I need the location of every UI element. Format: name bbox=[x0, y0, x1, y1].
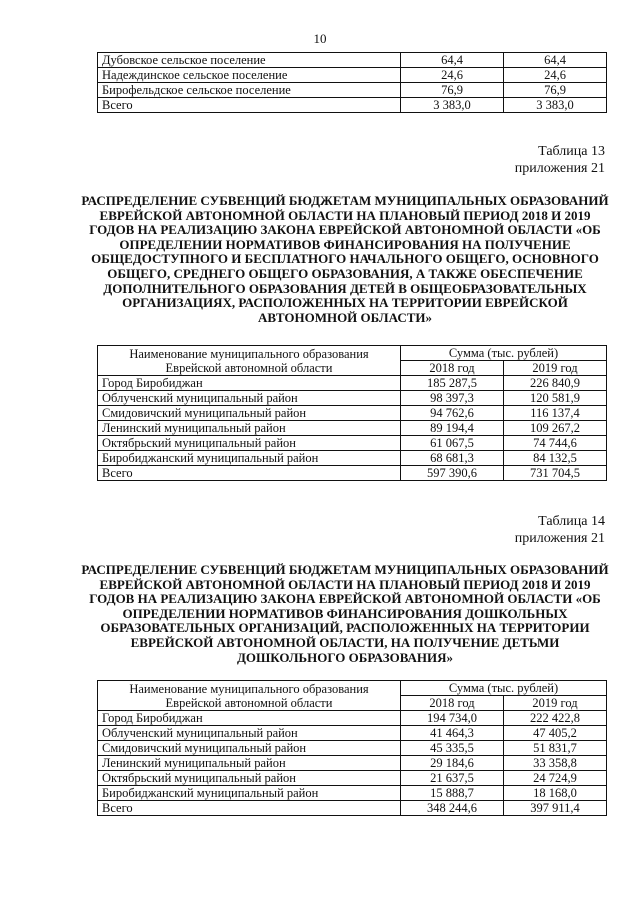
cell-2019: 74 744,6 bbox=[504, 436, 607, 451]
cell-2019: 84 132,5 bbox=[504, 451, 607, 466]
cell-name: Дубовское сельское поселение bbox=[98, 53, 401, 68]
table-row bbox=[98, 98, 607, 113]
column-header-sum: Сумма (тыс. рублей) bbox=[401, 346, 607, 361]
table-row bbox=[98, 726, 607, 741]
cell-name: Всего bbox=[98, 466, 401, 481]
cell-2019: 226 840,9 bbox=[504, 376, 607, 391]
cell-2018: 41 464,3 bbox=[401, 726, 504, 741]
cell-name: Город Биробиджан bbox=[98, 711, 401, 726]
table-14-title: РАСПРЕДЕЛЕНИЕ СУБВЕНЦИЙ БЮДЖЕТАМ МУНИЦИПАЛЬНЫХ ОБРАЗОВАНИЙ ЕВРЕЙСКОЙ АВТОНОМНОЙ ОБЛАСТИ НА ПЛАНОВЫЙ ПЕРИОД 2018 И 2019 ГОДОВ НА РЕАЛИЗАЦИЮ ЗАКОНА ЕВРЕЙСКОЙ АВТОНОМНОЙ ОБЛАСТИ «ОБ ОПРЕДЕЛЕНИИ НОРМАТИВОВ ФИНАНСИРОВАНИЯ ДОШКОЛЬНЫХ ОБРАЗОВАТЕЛЬНЫХ ОРГАНИЗАЦИЙ, РАСПОЛОЖЕННЫХ НА ТЕРРИТОРИИ ЕВРЕЙСКОЙ АВТОНОМНОЙ ОБЛАСТИ, НА ПОЛУЧЕНИЕ ДЕТЬМИ ДОШКОЛЬНОГО ОБРАЗОВАНИЯ» bbox=[81, 562, 609, 665]
cell-2018: 185 287,5 bbox=[401, 376, 504, 391]
table-row bbox=[98, 451, 607, 466]
cell-2018: 45 335,5 bbox=[401, 741, 504, 756]
table-row bbox=[98, 786, 607, 801]
cell-2018: 15 888,7 bbox=[401, 786, 504, 801]
cell-name: Облученский муниципальный район bbox=[98, 391, 401, 406]
cell-2019: 18 168,0 bbox=[504, 786, 607, 801]
cell-name: Ленинский муниципальный район bbox=[98, 421, 401, 436]
cell-2019: 731 704,5 bbox=[504, 466, 607, 481]
cell-name: Бирофельдское сельское поселение bbox=[98, 83, 401, 98]
cell-name: Октябрьский муниципальный район bbox=[98, 771, 401, 786]
table-14-number: Таблица 14 bbox=[538, 514, 605, 529]
table-row bbox=[98, 53, 607, 68]
cell-2019: 109 267,2 bbox=[504, 421, 607, 436]
column-header-name: Наименование муниципального образования Еврейской автономной области bbox=[98, 346, 401, 376]
cell-name: Город Биробиджан bbox=[98, 376, 401, 391]
cell-2019: 24,6 bbox=[504, 68, 607, 83]
cell-name: Облученский муниципальный район bbox=[98, 726, 401, 741]
cell-name: Всего bbox=[98, 98, 401, 113]
table-13-appendix: приложения 21 bbox=[514, 161, 605, 176]
continuation-table bbox=[97, 52, 607, 113]
cell-name: Всего bbox=[98, 801, 401, 816]
table-13 bbox=[97, 345, 607, 481]
cell-2018: 21 637,5 bbox=[401, 771, 504, 786]
cell-2019: 116 137,4 bbox=[504, 406, 607, 421]
table-14-label bbox=[515, 513, 605, 547]
column-header-name: Наименование муниципального образования Еврейской автономной области bbox=[98, 681, 401, 711]
cell-2018: 89 194,4 bbox=[401, 421, 504, 436]
table-row bbox=[98, 466, 607, 481]
cell-2019: 120 581,9 bbox=[504, 391, 607, 406]
table-row bbox=[98, 711, 607, 726]
cell-2018: 98 397,3 bbox=[401, 391, 504, 406]
table-row bbox=[98, 391, 607, 406]
table-14 bbox=[97, 680, 607, 816]
table-row bbox=[98, 376, 607, 391]
cell-name: Ленинский муниципальный район bbox=[98, 756, 401, 771]
cell-2018: 64,4 bbox=[401, 53, 504, 68]
cell-2019: 24 724,9 bbox=[504, 771, 607, 786]
cell-2018: 94 762,6 bbox=[401, 406, 504, 421]
cell-2019: 51 831,7 bbox=[504, 741, 607, 756]
cell-2018: 348 244,6 bbox=[401, 801, 504, 816]
cell-name: Смидовичский муниципальный район bbox=[98, 406, 401, 421]
column-header-2018: 2018 год bbox=[401, 361, 504, 376]
cell-2018: 29 184,6 bbox=[401, 756, 504, 771]
page-number: 10 bbox=[313, 31, 327, 46]
cell-name: Надеждинское сельское поселение bbox=[98, 68, 401, 83]
cell-2019: 222 422,8 bbox=[504, 711, 607, 726]
table-13-number: Таблица 13 bbox=[538, 144, 605, 159]
cell-2018: 194 734,0 bbox=[401, 711, 504, 726]
cell-2018: 61 067,5 bbox=[401, 436, 504, 451]
table-row bbox=[98, 83, 607, 98]
cell-2019: 33 358,8 bbox=[504, 756, 607, 771]
cell-name: Биробиджанский муниципальный район bbox=[98, 786, 401, 801]
cell-name: Биробиджанский муниципальный район bbox=[98, 451, 401, 466]
column-header-sum: Сумма (тыс. рублей) bbox=[401, 681, 607, 696]
table-row bbox=[98, 421, 607, 436]
column-header-2019: 2019 год bbox=[504, 696, 607, 711]
cell-2019: 397 911,4 bbox=[504, 801, 607, 816]
table-row bbox=[98, 771, 607, 786]
cell-name: Смидовичский муниципальный район bbox=[98, 741, 401, 756]
table-row bbox=[98, 756, 607, 771]
table-13-title: РАСПРЕДЕЛЕНИЕ СУБВЕНЦИЙ БЮДЖЕТАМ МУНИЦИПАЛЬНЫХ ОБРАЗОВАНИЙ ЕВРЕЙСКОЙ АВТОНОМНОЙ ОБЛАСТИ НА ПЛАНОВЫЙ ПЕРИОД 2018 И 2019 ГОДОВ НА РЕАЛИЗАЦИЮ ЗАКОНА ЕВРЕЙСКОЙ АВТОНОМНОЙ ОБЛАСТИ «ОБ ОПРЕДЕЛЕНИИ НОРМАТИВОВ ФИНАНСИРОВАНИЯ НА ПОЛУЧЕНИЕ ОБЩЕДОСТУПНОГО И БЕСПЛАТНОГО НАЧАЛЬНОГО ОБЩЕГО, ОСНОВНОГО ОБЩЕГО, СРЕДНЕГО ОБЩЕГО ОБРАЗОВАНИЯ, А ТАКЖЕ ОБЕСПЕЧЕНИЕ ДОПОЛНИТЕЛЬНОГО ОБРАЗОВАНИЯ ДЕТЕЙ В ОБЩЕОБРАЗОВАТЕЛЬНЫХ ОРГАНИЗАЦИЯХ, РАСПОЛОЖЕННЫХ НА ТЕРРИТОРИИ ЕВРЕЙСКОЙ АВТОНОМНОЙ ОБЛАСТИ» bbox=[81, 193, 609, 325]
table-13-label bbox=[515, 143, 605, 177]
table-row bbox=[98, 406, 607, 421]
column-header-2018: 2018 год bbox=[401, 696, 504, 711]
table-row bbox=[98, 801, 607, 816]
cell-2018: 3 383,0 bbox=[401, 98, 504, 113]
table-14-appendix: приложения 21 bbox=[514, 531, 605, 546]
cell-2018: 68 681,3 bbox=[401, 451, 504, 466]
cell-2019: 47 405,2 bbox=[504, 726, 607, 741]
cell-2018: 597 390,6 bbox=[401, 466, 504, 481]
cell-2019: 76,9 bbox=[504, 83, 607, 98]
column-header-2019: 2019 год bbox=[504, 361, 607, 376]
cell-2019: 64,4 bbox=[504, 53, 607, 68]
table-row bbox=[98, 68, 607, 83]
table-row bbox=[98, 741, 607, 756]
cell-2019: 3 383,0 bbox=[504, 98, 607, 113]
cell-2018: 76,9 bbox=[401, 83, 504, 98]
cell-2018: 24,6 bbox=[401, 68, 504, 83]
table-row bbox=[98, 436, 607, 451]
cell-name: Октябрьский муниципальный район bbox=[98, 436, 401, 451]
